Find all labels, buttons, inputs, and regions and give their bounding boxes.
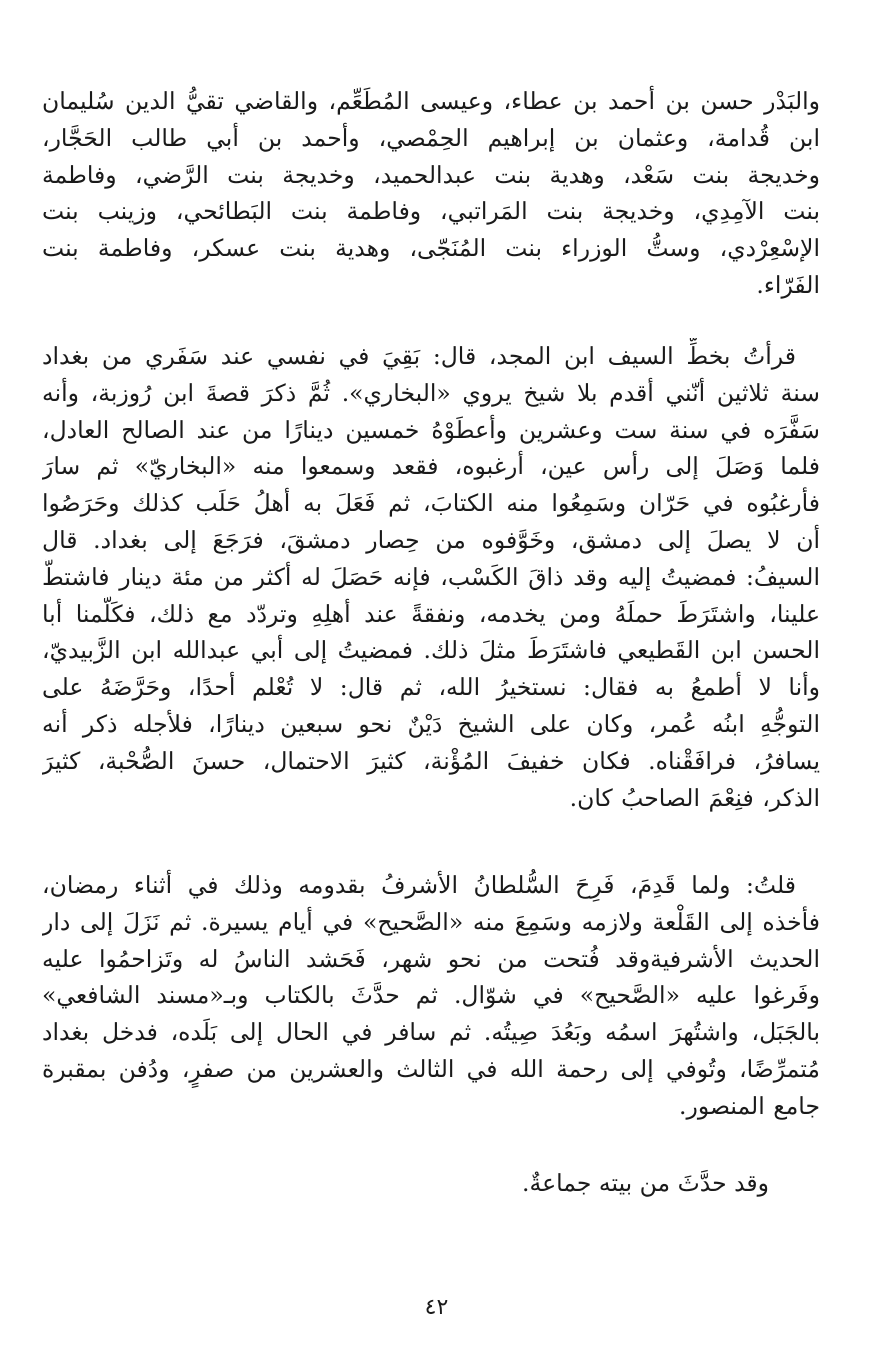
paragraph-line: مُتمرِّضًا، وتُوفي إلى رحمة الله في الثالث والعشرين من صفرٍ، ودُفن بمقبرة <box>42 1054 820 1083</box>
paragraph-line: وأنا لا أطمعُ به فقال: نستخيرُ الله، ثم قال: لا تُعْلم أحدًا، وحَرَّضَهُ على <box>42 673 820 702</box>
paragraph-line: أن لا يصلَ إلى دمشق، وخَوَّفوه من حِصار دمشقَ، فرَجَعَ إلى بغداد. قال <box>42 525 820 554</box>
paragraph-line: الحسن ابن القَطيعي فاشتَرَطَ مثلَ ذلك. فمضيتُ إلى أبي عبدالله ابن الزَّبيديّ، <box>42 636 820 665</box>
paragraph-line: وخديجة بنت سَعْد، وهدية بنت عبدالحميد، وخديجة بنت الرَّضي، وفاطمة <box>42 160 820 189</box>
paragraph-1 <box>42 83 820 304</box>
paragraph-line: علينا، واشتَرَطَ حملَهُ ومن يخدمه، ونفقةً عند أهلِهِ وتردّد مع ذلك، فكَلَّمنا أبا <box>42 599 820 628</box>
paragraph-line: الإسْعِرْدي، وستُّ الوزراء بنت المُنَجّى، وهدية بنت عسكر، وفاطمة بنت <box>42 234 820 263</box>
paragraph-line: والبَدْر حسن بن أحمد بن عطاء، وعيسى المُطَعِّم، والقاضي تقيُّ الدين سُليمان <box>42 87 820 115</box>
page-number: ٤٢ <box>424 1295 449 1320</box>
paragraph-line: سَفَّرَه في سنة ست وعشرين وأعطَوْهُ خمسين دينارًا من عند الصالح العادل، <box>42 415 820 444</box>
paragraph-3 <box>42 867 820 1125</box>
paragraph-line: وفَرغوا عليه «الصَّحيح» في شوّال. ثم حدَّثَ بالكتاب وبـ«مسند الشافعي» <box>42 981 820 1010</box>
paragraph-line: فلما وَصَلَ إلى رأس عين، أرغبوه، فقعد وسمعوا منه «البخاريّ» ثم سارَ <box>42 452 820 481</box>
paragraph-line: قلتُ: ولما قَدِمَ، فَرِحَ السُّلطانُ الأشرفُ بقدومه وذلك في أثناء رمضان، <box>42 871 796 899</box>
closing-line: وقد حدَّثَ من بيته جماعةٌ. <box>522 1169 769 1197</box>
paragraph-line: بالجَبَل، واشتُهرَ اسمُه وبَعُدَ صِيتُه. ثم سافر في الحال إلى بَلَده، فدخل بغداد <box>42 1018 820 1047</box>
paragraph-line: قرأتُ بخطِّ السيف ابن المجد، قال: بَقِيَ في نفسي عند سَفَري من بغداد <box>42 342 796 370</box>
paragraph-line: يسافرُ، فرافَقْناه. فكان خفيفَ المُؤْنة، كثيرَ الاحتمال، حسنَ الصُّحْبة، كثيرَ <box>42 746 820 775</box>
paragraph-line: السيفُ: فمضيتُ إليه وقد ذاقَ الكَسْب، فإنه حَصَلَ له أكثر من مئة دينار فاشتطَّ <box>42 562 820 591</box>
paragraph-2 <box>42 338 820 816</box>
paragraph-line: الفَرّاء. <box>756 270 820 299</box>
paragraph-line: ابن قُدامة، وعثمان بن إبراهيم الحِمْصي، وأحمد بن أبي طالب الحَجَّار، <box>42 123 820 152</box>
paragraph-line: الذكر، فنِعْمَ الصاحبُ كان. <box>569 783 820 812</box>
paragraph-line: فأخذه إلى القَلْعة ولازمه وسَمِعَ منه «الصَّحيح» في أيام يسيرة. ثم نَزَلَ إلى دار <box>42 907 820 936</box>
paragraph-line: فأرغبُوه في حَرّان وسَمِعُوا منه الكتابَ، ثم فَعَلَ به أهلُ حَلَب كذلك وحَرَصُوا <box>42 489 820 518</box>
paragraph-line: سنة ثلاثين أنّني أقدم بلا شيخ يروي «البخاري». ثُمَّ ذكرَ قصةَ ابن رُوزبة، وأنه <box>42 378 820 407</box>
paragraph-line: جامع المنصور. <box>679 1091 820 1120</box>
paragraph-line: الحديث الأشرفيةوقد فُتحت من نحو شهر، فَحَشد الناسُ له وتَزاحمُوا عليه <box>42 944 820 973</box>
paragraph-line: التوجُّهِ ابنُه عُمر، وكان على الشيخ دَيْنٌ نحو سبعين دينارًا، فلأجله ذكر أنه <box>42 709 820 738</box>
paragraph-line: بنت الآمِدِي، وخديجة بنت المَراتبي، وفاطمة بنت البَطائحي، وزينب بنت <box>42 197 820 226</box>
